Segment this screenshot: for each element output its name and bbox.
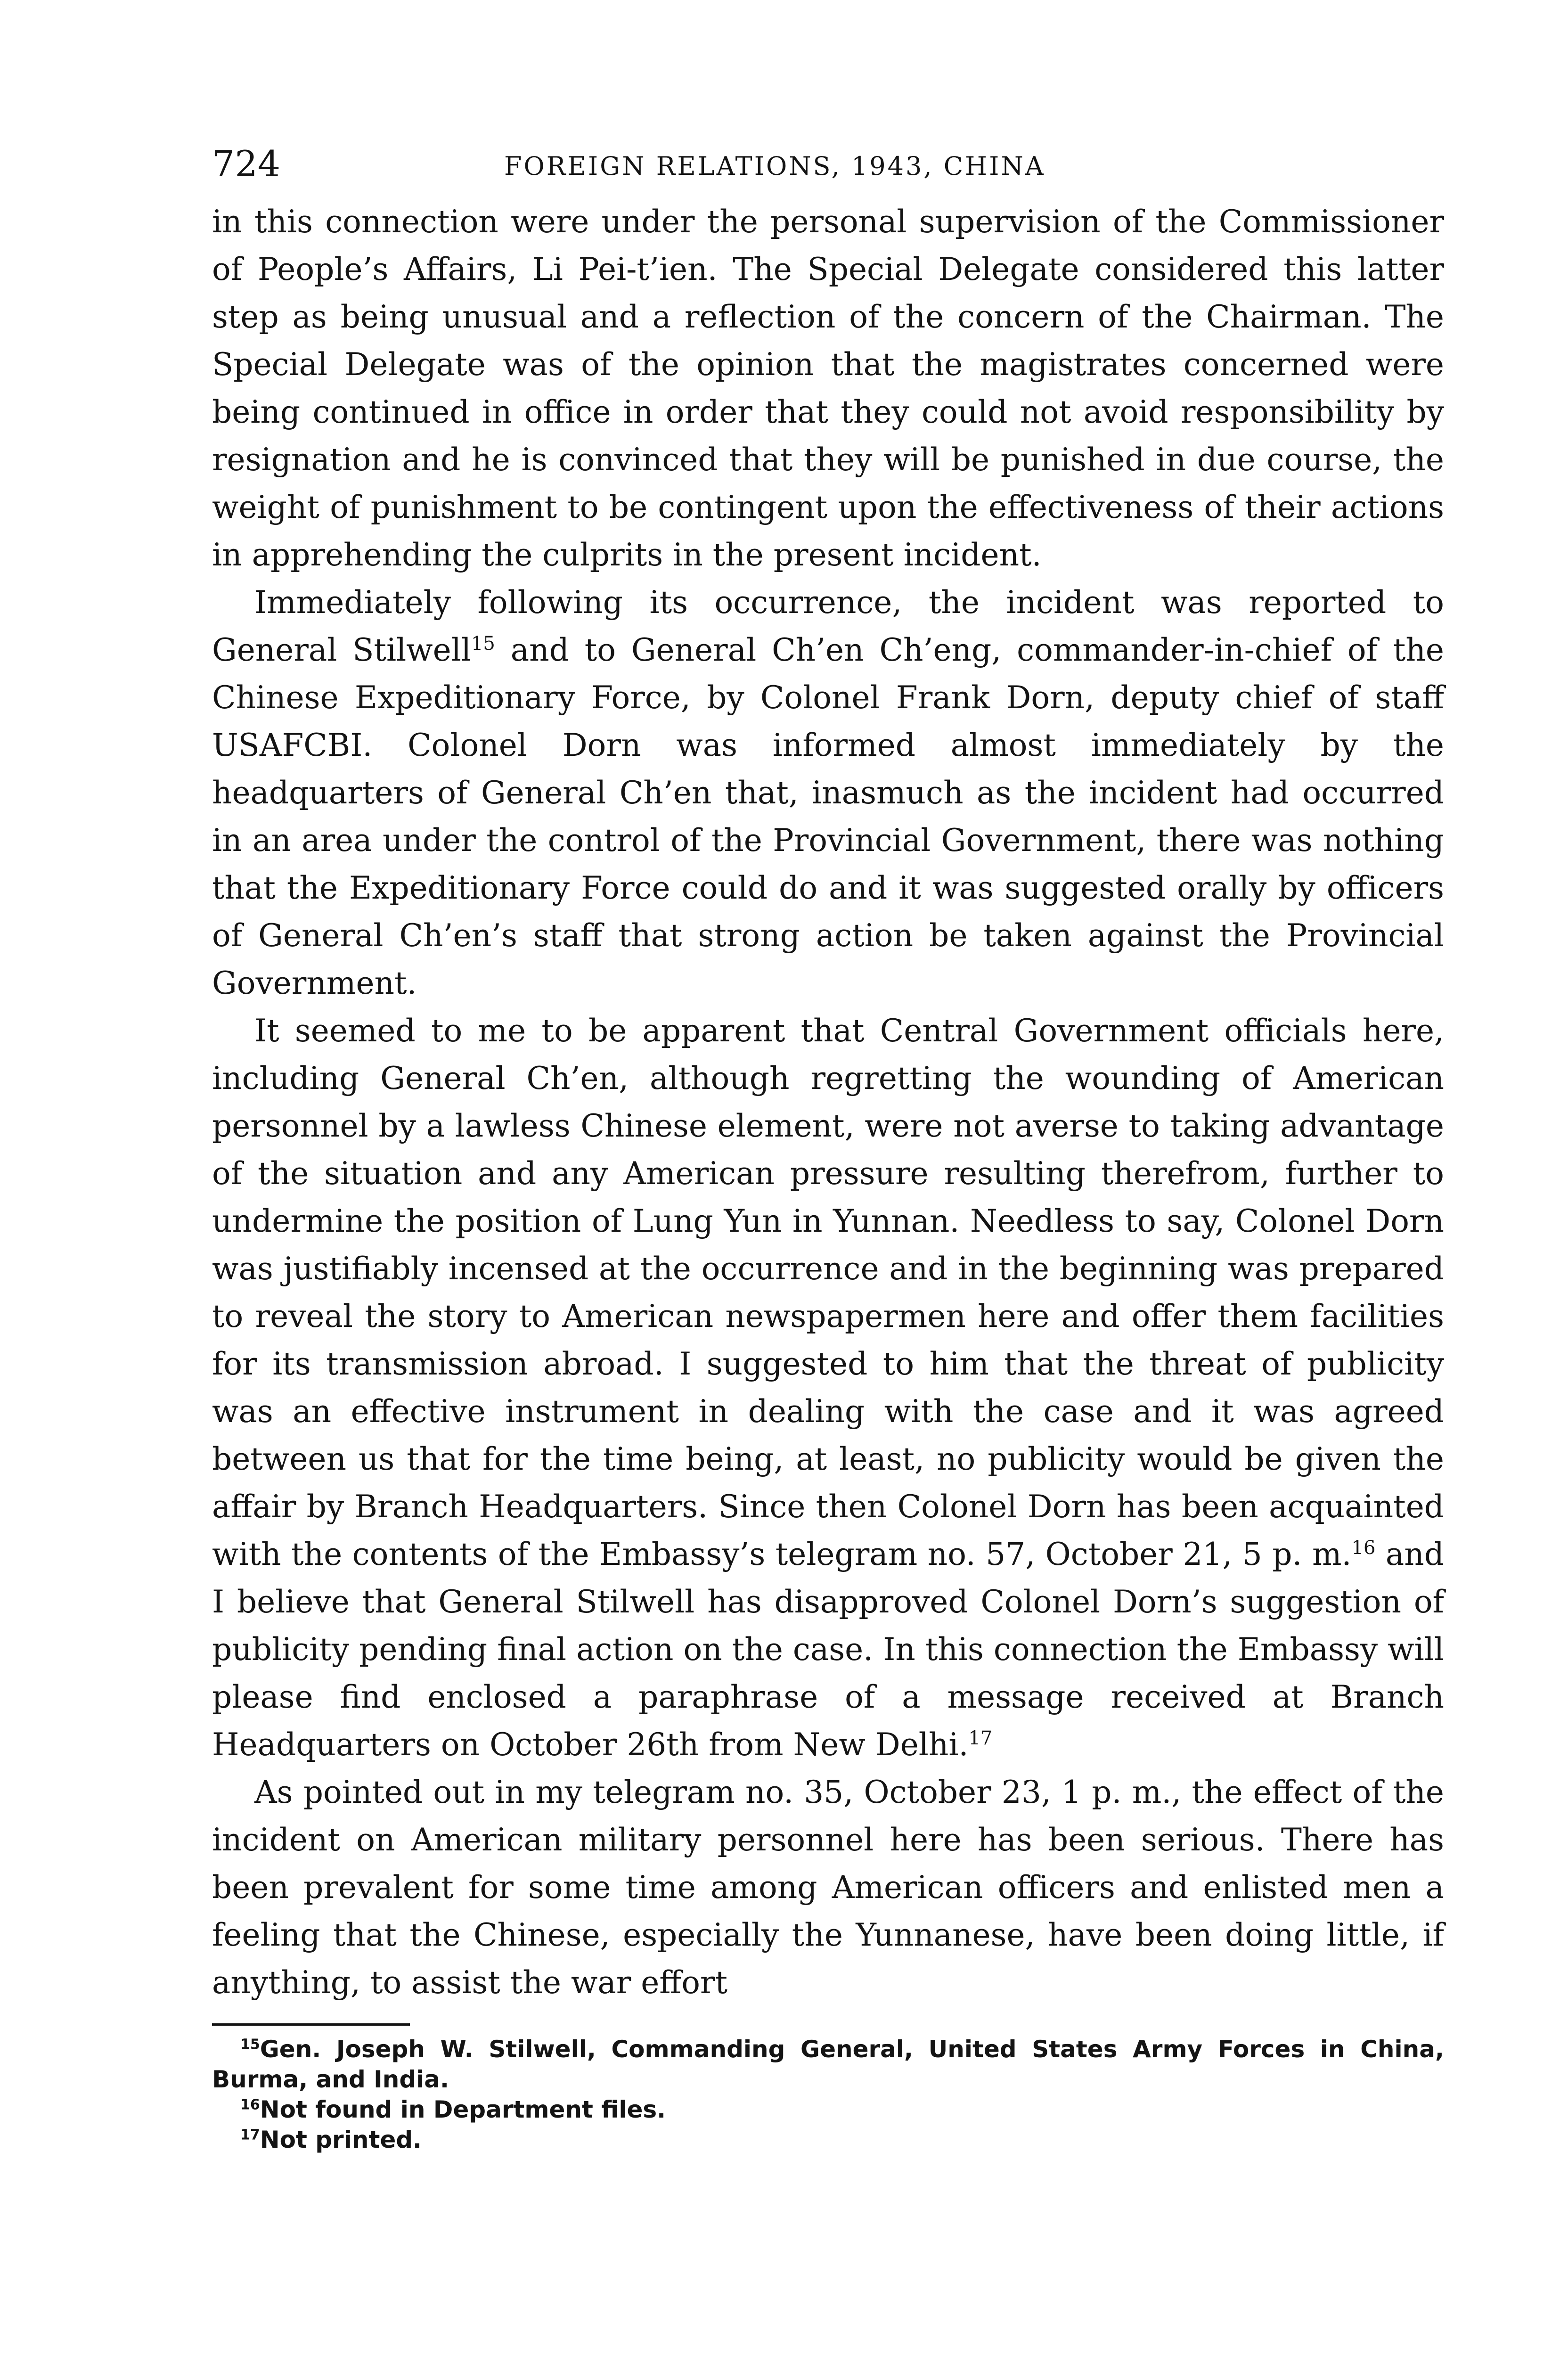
footnote-15 bbox=[212, 2034, 1444, 2094]
footnote-mark: 16 bbox=[240, 2096, 260, 2113]
paragraph-4-text: As pointed out in my telegram no. 35, October 23, 1 p. m., the effect of the incident on American military personnel here has been serious. There has been prevalent for some time among American officers and enlisted men a feeling that the Chinese, especially the Yunnanese, have been doing little, if anything, to assist the war effort bbox=[212, 1774, 1444, 2001]
paragraph-1 bbox=[212, 198, 1444, 579]
paragraph-2-text-a: Immediately following its occurrence, the incident was reported to General Stilwell bbox=[212, 584, 1444, 668]
running-head bbox=[212, 141, 1444, 198]
document-page bbox=[212, 141, 1444, 2155]
page-number: 724 bbox=[212, 143, 281, 185]
footnote-ref-15: 15 bbox=[471, 633, 495, 654]
paragraph-1-text: in this connection were under the personal supervision of the Commissioner of People’s Affairs, Li Pei-t’ien. The Special Delegate considered this latter step as being unusual and a reflection of the concern of the Chairman. The Special Delegate was of the opinion that the magistrates concerned were being continued in office in order that they could not avoid responsibility by resignation and he is convinced that they will be punished in due course, the weight of punishment to be contingent upon the effectiveness of their actions in apprehending the culprits in the present incident. bbox=[212, 204, 1444, 573]
body-text bbox=[212, 198, 1444, 2006]
footnote-17 bbox=[212, 2125, 1444, 2155]
footnote-mark: 15 bbox=[240, 2036, 260, 2053]
footnote-mark: 17 bbox=[240, 2127, 260, 2143]
running-title: FOREIGN RELATIONS, 1943, CHINA bbox=[504, 151, 1045, 181]
footnotes bbox=[212, 2034, 1444, 2155]
footnote-divider bbox=[212, 2023, 410, 2026]
footnote-text: Gen. Joseph W. Stilwell, Commanding General, United States Army Forces in China, Burma, and India. bbox=[212, 2036, 1444, 2093]
footnote-text: Not printed. bbox=[260, 2126, 422, 2153]
paragraph-2-text-b: and to General Ch’en Ch’eng, commander-in-chief of the Chinese Expeditionary Force, by Colonel Frank Dorn, deputy chief of staff USAFCBI. Colonel Dorn was informed almost immediately by the headquarters of General Ch’en that, inasmuch as the incident had occurred in an area under the control of the Provincial Government, there was nothing that the Expeditionary Force could do and it was suggested orally by officers of General Ch’en’s staff that strong action be taken against the Provincial Government. bbox=[212, 632, 1444, 1001]
paragraph-2 bbox=[212, 579, 1444, 1007]
paragraph-3-text-a: It seemed to me to be apparent that Central Government officials here, including General Ch’en, although regretting the wounding of American personnel by a lawless Chinese element, were not averse to taking advantage of the situation and any American pressure resulting therefrom, further to undermine the position of Lung Yun in Yunnan. Needless to say, Colonel Dorn was justifiably incensed at the occurrence and in the beginning was prepared to reveal the story to American newspapermen here and offer them facilities for its transmission abroad. I suggested to him that the threat of publicity was an effective instrument in dealing with the case and it was agreed between us that for the time being, at least, no publicity would be given the affair by Branch Headquarters. Since then Colonel Dorn has been acquainted with the contents of the Embassy’s telegram no. 57, October 21, 5 p. m. bbox=[212, 1013, 1444, 1572]
paragraph-4 bbox=[212, 1768, 1444, 2006]
paragraph-3 bbox=[212, 1007, 1444, 1768]
footnote-text: Not found in Department files. bbox=[260, 2096, 666, 2123]
footnote-ref-17: 17 bbox=[968, 1727, 993, 1749]
footnote-ref-16: 16 bbox=[1351, 1537, 1376, 1559]
footnote-16 bbox=[212, 2094, 1444, 2125]
paragraph-3-text-b: and I believe that General Stilwell has disapproved Colonel Dorn’s suggestion of publicity pending final action on the case. In this connection the Embassy will please find enclosed a paraphrase of a message received at Branch Headquarters on October 26th from New Delhi. bbox=[212, 1536, 1445, 1763]
